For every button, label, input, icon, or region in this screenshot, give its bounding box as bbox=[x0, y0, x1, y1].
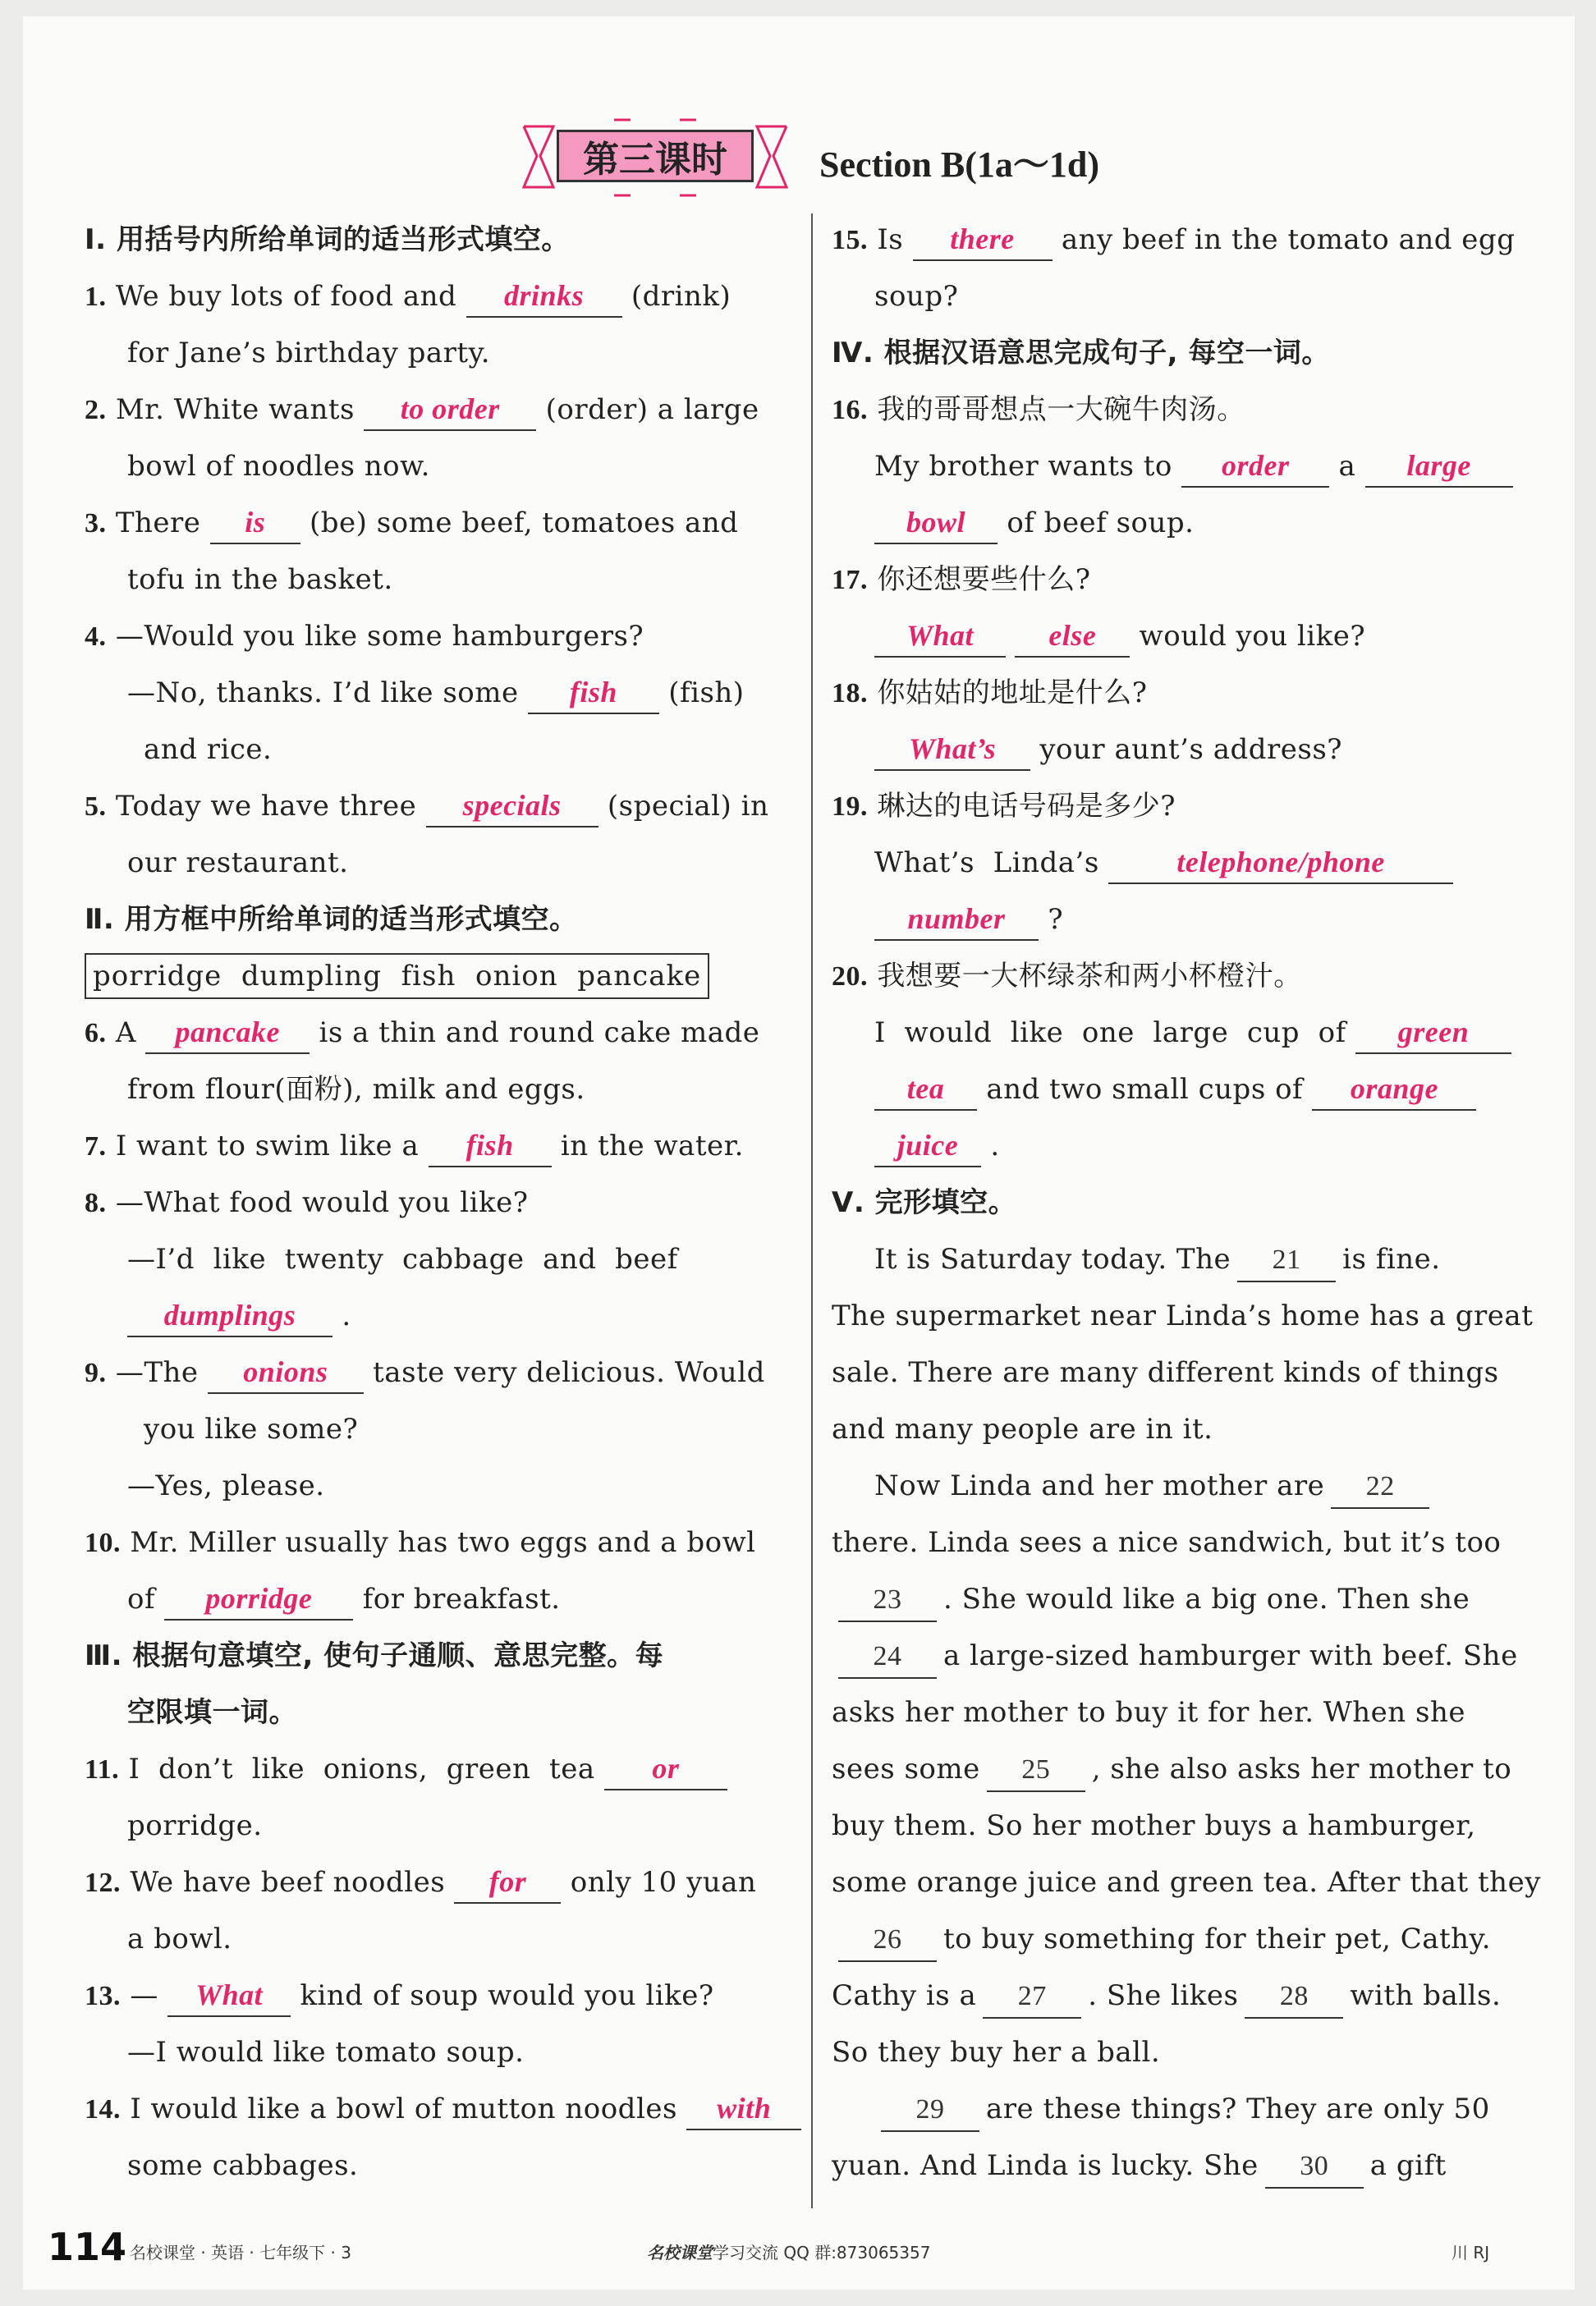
question-text: ? bbox=[1048, 903, 1064, 936]
question-number: 3. bbox=[85, 508, 107, 539]
answer-blank[interactable] bbox=[874, 728, 1030, 771]
cloze-passage bbox=[832, 1231, 1541, 2194]
answer-text: large bbox=[1406, 449, 1471, 482]
question-3 bbox=[85, 495, 791, 552]
question-text: Mr. White wants bbox=[115, 393, 355, 426]
answer-text: order bbox=[1221, 449, 1290, 482]
cloze-text: . She likes bbox=[1088, 1979, 1239, 2012]
answer-blank[interactable] bbox=[426, 785, 598, 828]
cloze-line bbox=[832, 1628, 1538, 1685]
question-text: would you like? bbox=[1139, 620, 1366, 653]
question-chinese: 琳达的电话号码是多少? bbox=[877, 790, 1176, 823]
edition-label: 川 RJ bbox=[1452, 2243, 1490, 2262]
question-20-cont bbox=[832, 1061, 1538, 1118]
question-text: for breakfast. bbox=[362, 1583, 561, 1616]
answer-text: orange bbox=[1350, 1072, 1438, 1105]
left-column bbox=[85, 212, 791, 2194]
question-number: 2. bbox=[85, 395, 107, 425]
cloze-text: a gift bbox=[1369, 2149, 1447, 2182]
part4-heading: Ⅳ. 根据汉语意思完成句子, 每空一词。 bbox=[832, 337, 1330, 369]
cloze-text: asks her mother to buy it for her. When she bbox=[832, 1696, 1465, 1729]
answer-blank[interactable] bbox=[913, 218, 1053, 261]
answer-blank[interactable] bbox=[528, 672, 659, 714]
question-16-cont bbox=[832, 495, 1538, 552]
question-text: I want to swim like a bbox=[115, 1130, 420, 1162]
question-number: 1. bbox=[85, 282, 107, 312]
question-text: and two small cups of bbox=[986, 1073, 1304, 1106]
cloze-text: and many people are in it. bbox=[832, 1413, 1213, 1446]
question-4-reply bbox=[85, 665, 791, 722]
cloze-line bbox=[832, 1401, 1538, 1458]
question-number: 13. bbox=[85, 1981, 121, 2011]
question-17 bbox=[832, 552, 1538, 608]
cloze-text: Now Linda and her mother are bbox=[874, 1469, 1325, 1502]
question-text: is a thin and round cake made bbox=[319, 1016, 760, 1049]
question-text: What’s Linda’s bbox=[874, 846, 1099, 879]
cloze-line bbox=[832, 1458, 1538, 1515]
answer-text: tea bbox=[906, 1072, 945, 1105]
question-5-cont: our restaurant. bbox=[127, 846, 349, 879]
question-text: A bbox=[115, 1016, 136, 1049]
lesson-banner bbox=[507, 113, 803, 204]
question-text: —Would you like some hamburgers? bbox=[115, 620, 644, 653]
question-number: 14. bbox=[85, 2094, 121, 2125]
question-2 bbox=[85, 382, 791, 438]
answer-blank[interactable] bbox=[1355, 1011, 1511, 1054]
column-divider bbox=[811, 213, 813, 2208]
cloze-text: , she also asks her mother to bbox=[1091, 1753, 1512, 1786]
question-text: a bbox=[1338, 450, 1356, 483]
right-column bbox=[832, 212, 1541, 2194]
question-10-cont bbox=[85, 1571, 791, 1628]
answer-blank[interactable] bbox=[466, 275, 622, 318]
cloze-text: some orange juice and green tea. After that they bbox=[832, 1866, 1541, 1899]
answer-text: What’s bbox=[908, 732, 997, 765]
answer-blank[interactable] bbox=[874, 615, 1006, 658]
cloze-text: to buy something for their pet, Cathy. bbox=[943, 1923, 1492, 1955]
answer-blank[interactable] bbox=[874, 1068, 977, 1111]
question-chinese: 我的哥哥想点一大碗牛肉汤。 bbox=[877, 393, 1245, 426]
question-11 bbox=[85, 1741, 791, 1798]
question-19-cont bbox=[832, 892, 1538, 948]
qq-group-info bbox=[647, 2240, 930, 2263]
question-number: 5. bbox=[85, 791, 107, 822]
cloze-line bbox=[832, 2024, 1538, 2081]
question-12-cont: a bowl. bbox=[127, 1923, 232, 1955]
cloze-line bbox=[832, 2138, 1538, 2194]
question-text: —What food would you like? bbox=[115, 1186, 529, 1219]
question-text: I don’t like onions, green tea bbox=[128, 1753, 595, 1786]
question-16 bbox=[832, 382, 1538, 438]
answer-blank[interactable] bbox=[874, 898, 1039, 941]
cloze-blank[interactable]: 25 bbox=[987, 1749, 1085, 1792]
answer-blank[interactable] bbox=[127, 1295, 332, 1337]
answer-text: dumplings bbox=[163, 1299, 296, 1332]
answer-blank[interactable] bbox=[145, 1011, 310, 1054]
cloze-line bbox=[832, 1571, 1538, 1628]
workbook-page bbox=[23, 16, 1575, 2290]
question-20-en bbox=[832, 1005, 1538, 1061]
answer-blank[interactable] bbox=[164, 1578, 353, 1621]
answer-text: What bbox=[906, 619, 975, 652]
question-number: 12. bbox=[85, 1868, 121, 1898]
question-text: —No, thanks. I’d like some bbox=[127, 676, 519, 709]
cloze-text: there. Linda sees a nice sandwich, but it’s too bbox=[832, 1526, 1502, 1559]
part1-heading: Ⅰ. 用括号内所给单词的适当形式填空。 bbox=[85, 223, 570, 256]
question-13 bbox=[85, 1968, 791, 2024]
question-17-en bbox=[832, 608, 1538, 665]
answer-text: onions bbox=[243, 1355, 328, 1388]
question-14 bbox=[85, 2081, 791, 2138]
question-text: — bbox=[130, 1979, 158, 2012]
question-8-cont bbox=[85, 1288, 791, 1345]
question-12 bbox=[85, 1854, 791, 1911]
question-4 bbox=[85, 608, 791, 665]
cloze-blank[interactable]: 28 bbox=[1245, 1976, 1343, 2019]
part3-heading-a: Ⅲ. 根据句意填空, 使句子通顺、意思完整。每 bbox=[85, 1639, 664, 1672]
question-hint: (fish) bbox=[668, 676, 745, 709]
cloze-text: sees some bbox=[832, 1753, 980, 1786]
question-hint: (order) a large bbox=[545, 393, 759, 426]
cloze-line bbox=[832, 1345, 1538, 1401]
page-footer bbox=[23, 2225, 1575, 2269]
question-text: kind of soup would you like? bbox=[300, 1979, 714, 2012]
answer-blank[interactable] bbox=[1365, 445, 1513, 488]
answer-text: telephone/phone bbox=[1176, 846, 1385, 878]
question-1-cont: for Jane’s birthday party. bbox=[127, 337, 491, 369]
answer-text: juice bbox=[897, 1129, 959, 1162]
answer-blank[interactable] bbox=[208, 1351, 364, 1394]
question-text: Today we have three bbox=[115, 790, 417, 823]
question-chinese: 你还想要些什么? bbox=[877, 563, 1091, 596]
question-text: any beef in the tomato and egg bbox=[1061, 223, 1516, 256]
question-text: We have beef noodles bbox=[130, 1866, 446, 1899]
question-1 bbox=[85, 268, 791, 325]
question-10 bbox=[85, 1515, 791, 1571]
question-text: . bbox=[990, 1130, 1000, 1162]
cloze-line bbox=[832, 1798, 1538, 1854]
cloze-text: with balls. bbox=[1350, 1979, 1502, 2012]
answer-text: fish bbox=[569, 676, 617, 708]
question-19-en bbox=[832, 835, 1538, 892]
question-20-end bbox=[832, 1118, 1538, 1175]
answer-blank[interactable] bbox=[167, 1974, 291, 2017]
question-8-reply: —I’d like twenty cabbage and beef bbox=[127, 1243, 678, 1276]
cloze-text: are these things? They are only 50 bbox=[986, 2093, 1490, 2125]
question-15-cont: soup? bbox=[874, 280, 959, 313]
cloze-text: buy them. So her mother buys a hamburger, bbox=[832, 1809, 1476, 1842]
question-hint: (special) in bbox=[607, 790, 769, 823]
question-text: My brother wants to bbox=[874, 450, 1172, 483]
cloze-text: So they buy her a ball. bbox=[832, 2036, 1161, 2069]
page-header bbox=[23, 113, 1575, 204]
cloze-blank[interactable]: 24 bbox=[838, 1636, 937, 1679]
question-7 bbox=[85, 1118, 791, 1175]
question-text: in the water. bbox=[560, 1130, 744, 1162]
answer-blank[interactable] bbox=[874, 1125, 981, 1167]
cloze-blank[interactable]: 23 bbox=[838, 1579, 937, 1622]
answer-text: is bbox=[245, 506, 266, 539]
question-number: 16. bbox=[832, 395, 868, 425]
question-6-cont: from flour(面粉), milk and eggs. bbox=[127, 1073, 585, 1106]
question-2-cont: bowl of noodles now. bbox=[127, 450, 430, 483]
question-9 bbox=[85, 1345, 791, 1401]
question-text: I would like one large cup of bbox=[874, 1016, 1346, 1049]
question-20 bbox=[832, 948, 1538, 1005]
question-text: —The bbox=[115, 1356, 199, 1389]
answer-text: bowl bbox=[906, 506, 965, 539]
answer-blank[interactable] bbox=[1108, 841, 1453, 884]
question-text: only 10 yuan bbox=[570, 1866, 757, 1899]
cloze-line bbox=[832, 1231, 1538, 1288]
cloze-text: yuan. And Linda is lucky. She bbox=[832, 2149, 1259, 2182]
qq-brand: 名校课堂 bbox=[647, 2243, 713, 2262]
question-text: Mr. Miller usually has two eggs and a bowl bbox=[130, 1526, 756, 1559]
answer-text: porridge bbox=[205, 1582, 313, 1615]
answer-text: pancake bbox=[175, 1015, 280, 1048]
question-text: of beef soup. bbox=[1007, 507, 1195, 539]
answer-text: with bbox=[717, 2092, 772, 2125]
answer-text: green bbox=[1397, 1015, 1470, 1048]
cloze-line bbox=[832, 1288, 1538, 1345]
answer-text: or bbox=[652, 1752, 680, 1785]
section-title: Section B(1a～1d) bbox=[819, 144, 1099, 185]
cloze-text: It is Saturday today. The bbox=[874, 1243, 1231, 1276]
answer-text: What bbox=[195, 1978, 264, 2011]
question-hint: (drink) bbox=[631, 280, 732, 313]
answer-blank[interactable] bbox=[429, 1125, 552, 1167]
question-text: There bbox=[115, 507, 201, 539]
cloze-blank[interactable]: 29 bbox=[881, 2089, 979, 2132]
question-16-en bbox=[832, 438, 1538, 495]
cloze-line bbox=[832, 1685, 1538, 1741]
cloze-text: is fine. bbox=[1342, 1243, 1441, 1276]
word-box-row bbox=[85, 948, 791, 1005]
question-text: of bbox=[127, 1583, 156, 1616]
part5-heading: Ⅴ. 完形填空。 bbox=[832, 1186, 1017, 1219]
answer-text: drinks bbox=[504, 279, 585, 312]
cloze-text: . She would like a big one. Then she bbox=[943, 1583, 1470, 1616]
question-14-cont: some cabbages. bbox=[127, 2149, 359, 2182]
question-text: Is bbox=[877, 223, 904, 256]
answer-blank[interactable] bbox=[686, 2088, 801, 2130]
word-box: porridge dumpling fish onion pancake bbox=[85, 953, 709, 999]
answer-text: specials bbox=[462, 789, 562, 822]
cloze-line bbox=[832, 1854, 1541, 1911]
question-number: 9. bbox=[85, 1358, 107, 1388]
question-9-cont: you like some? bbox=[144, 1413, 359, 1446]
answer-blank[interactable] bbox=[1312, 1068, 1476, 1111]
answer-text: for bbox=[488, 1865, 527, 1898]
answer-blank[interactable] bbox=[874, 502, 998, 544]
cloze-text: Cathy is a bbox=[832, 1979, 977, 2012]
question-number: 4. bbox=[85, 621, 107, 652]
question-18 bbox=[832, 665, 1538, 722]
question-11-cont: porridge. bbox=[127, 1809, 263, 1842]
answer-text: there bbox=[950, 222, 1015, 255]
answer-blank[interactable] bbox=[364, 388, 536, 431]
part3-heading-b: 空限填一词。 bbox=[127, 1696, 297, 1729]
answer-text: to order bbox=[400, 392, 500, 425]
page-number: 114 bbox=[48, 2225, 127, 2269]
answer-blank[interactable] bbox=[1181, 445, 1329, 488]
part2-heading: Ⅱ. 用方框中所给单词的适当形式填空。 bbox=[85, 903, 578, 936]
question-text: your aunt’s address? bbox=[1039, 733, 1343, 766]
cloze-line bbox=[832, 1968, 1538, 2024]
question-text: I would like a bowl of mutton noodles bbox=[130, 2093, 677, 2125]
lesson-label: 第三课时 bbox=[557, 130, 754, 182]
question-text: taste very delicious. Would bbox=[373, 1356, 765, 1389]
question-number: 8. bbox=[85, 1188, 107, 1218]
question-number: 20. bbox=[832, 961, 868, 992]
question-3-cont: tofu in the basket. bbox=[127, 563, 393, 596]
answer-blank[interactable] bbox=[1015, 615, 1130, 658]
question-chinese: 我想要一大杯绿茶和两小杯橙汁。 bbox=[877, 960, 1302, 993]
question-6 bbox=[85, 1005, 791, 1061]
book-info: 名校课堂 · 英语 · 七年级下 · 3 bbox=[130, 2243, 351, 2262]
answer-text: number bbox=[907, 902, 1006, 935]
question-8 bbox=[85, 1175, 791, 1231]
answer-text: else bbox=[1048, 619, 1097, 652]
cloze-blank[interactable]: 22 bbox=[1331, 1466, 1429, 1509]
question-18-en bbox=[832, 722, 1538, 778]
cloze-blank[interactable]: 27 bbox=[983, 1976, 1081, 2019]
cloze-line bbox=[832, 1911, 1538, 1968]
question-hint: (be) some beef, tomatoes and bbox=[310, 507, 739, 539]
question-19 bbox=[832, 778, 1538, 835]
cloze-text: a large-sized hamburger with beef. She bbox=[943, 1639, 1518, 1672]
question-number: 6. bbox=[85, 1018, 107, 1048]
answer-text: fish bbox=[466, 1129, 514, 1162]
cloze-text: The supermarket near Linda’s home has a great bbox=[832, 1300, 1534, 1332]
cloze-blank[interactable]: 21 bbox=[1237, 1240, 1336, 1282]
cloze-blank[interactable]: 30 bbox=[1265, 2146, 1364, 2189]
question-9-reply: —Yes, please. bbox=[127, 1469, 325, 1502]
question-number: 15. bbox=[832, 225, 868, 255]
question-number: 19. bbox=[832, 791, 868, 822]
qq-group: 学习交流 QQ 群:873065357 bbox=[713, 2243, 931, 2262]
question-4-cont: and rice. bbox=[144, 733, 273, 766]
answer-blank[interactable] bbox=[454, 1861, 561, 1904]
question-number: 17. bbox=[832, 565, 868, 595]
cloze-line bbox=[832, 1741, 1538, 1798]
question-chinese: 你姑姑的地址是什么? bbox=[877, 676, 1148, 709]
cloze-text: sale. There are many different kinds of things bbox=[832, 1356, 1499, 1389]
question-5 bbox=[85, 778, 791, 835]
question-number: 11. bbox=[85, 1754, 120, 1785]
question-number: 10. bbox=[85, 1528, 121, 1558]
question-text: We buy lots of food and bbox=[115, 280, 457, 313]
cloze-line bbox=[832, 1515, 1538, 1571]
answer-blank[interactable] bbox=[604, 1748, 727, 1790]
question-text: . bbox=[342, 1300, 351, 1332]
cloze-blank[interactable]: 26 bbox=[838, 1919, 937, 1962]
question-13-reply: —I would like tomato soup. bbox=[127, 2036, 525, 2069]
question-number: 18. bbox=[832, 678, 868, 708]
question-15 bbox=[832, 212, 1538, 268]
question-number: 7. bbox=[85, 1131, 107, 1162]
cloze-line bbox=[832, 2081, 1538, 2138]
answer-blank[interactable] bbox=[210, 502, 300, 544]
